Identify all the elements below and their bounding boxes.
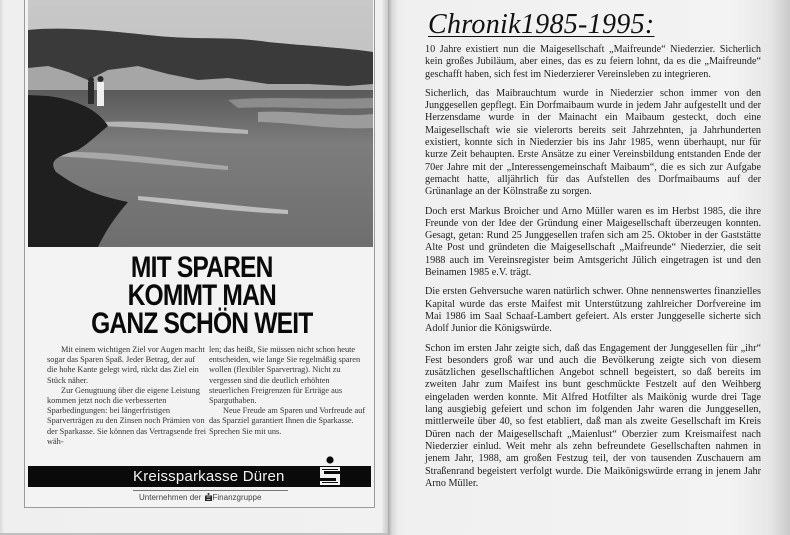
person-white-head [98,76,104,82]
ad-paragraph: Neue Freude am Sparen und Vorfreude auf das Sparziel garantiert Ihnen die Sparkasse. Sprechen Sie mit uns. [209,406,366,436]
brand-subline-prefix: Unternehmen der [139,493,202,502]
brand-subline-suffix: Finanzgruppe [212,493,262,502]
brand-subline [139,492,261,503]
page-title: Chronik1985-1995: [428,9,655,40]
brand-name: Kreissparkasse Düren [133,468,285,485]
ad-paragraph: len; das heißt, Sie müssen nicht schon heute entscheiden, wie lange Sie regelmäßig sparen wollen (flexibler Sparvertrag). Nicht zu vergessen sind die deutlich erhöhten steuerlichen Freigrenzen für Erträge aus Sparguthaben. [209,345,361,406]
person-dark [88,82,94,104]
person-dark-head [88,77,94,83]
headline-line: KOMMT MAN [127,279,276,312]
beach-photo [28,0,373,247]
ad-paragraph: Mit einem wichtigen Ziel vor Augen macht sogar das Sparen Spaß. Jeder Betrag, der auf die hohe Kante gelegt wird, rückt das Ziel ein Stück näher. [47,345,205,385]
ad-paragraph: Zur Genugtuung über die eigene Leistung kommen jetzt noch die verbesserten Sparbedingungen: bei längerfristigen Sparverträgen zu den Zinsen noch Prämien von der Sparkasse. Sie können das Vertragsende frei wäh- [47,385,207,446]
mini-sparkasse-s-icon [205,493,212,501]
ad-body-column-1 [47,345,207,447]
ad-body-column-2 [209,345,369,437]
sparkasse-s-logo-icon [315,455,345,489]
headline-line: MIT SPAREN [130,251,273,284]
advertisement [24,0,375,508]
article-paragraph: 10 Jahre existiert nun die Maigesellschaft „Maifreunde“ Niederzier. Sicherlich kein großes Jubiläum, aber eines, das es zu feiern lohnt, da es die „Maifreunde“ geschafft haben, sich fest im Niederzierer Vereinsleben zu integrieren. [425,44,761,80]
brand-divider [133,490,288,491]
right-page [408,0,790,535]
ad-headline [58,251,346,340]
headline-line: GANZ SCHÖN WEIT [91,307,313,340]
article-paragraph: Schon im ersten Jahr zeigte sich, daß das Engagement der Junggesellen für „ihr“ Fest besonders groß war und auch die Bevölkerung zeigte sich von diesem zusätzlichen gesellschaftlichen Angebot schnell begeistert, so daß bereits im zweiten Jahr zum Maifest ins bunt geschmückte Festzelt auf den Weihberg eingeladen werden konnte. Mit Alfred Hotfilter als Maikönig wurde drei Tage lang ausgiebig gefeiert und schon im folgenden Jahr waren die Junggesellen, mittlerweile über 40, so fest etabliert, daß man als zweite Gesellschaft im Kreis Düren nach der Maigesellschaft „Maienlust“ Oberzier zum Kreismaifest nach Niederzier einlud. Weit mehr als zehn befreundete Gesellschaften nahmen in jenem Jahr, 1988, am großen Festzug teil, der von tausenden Zuschauern am Straßenrand begeistert verfolgt wurde. Die Maikönigswürde errang in jenem Jahr Arno Müller. [425,342,761,489]
article-paragraph: Sicherlich, das Maibrauchtum wurde in Niederzier schon immer von den Junggesellen gepflegt. Ein Dorfmaibaum wurde in jedem Jahr aufgestellt und der Herzensdame wurde in der Mainacht ein Maibaum gesteckt, doch eine Maigesellschaft wie sie vielerorts bereits seit Jahrzehnten, ja Jahrhunderten existiert, konnte sich in Niederzier bis ins Jahr 1985, wenn überhaupt, nur für kurze Zeit behaupten. Erste Ansätze zu einer Vereinsbildung entstanden Ende der 70er Jahre mit der „Interessengemeinschaft Maibaum“, die es sich zur Aufgabe gemacht hatte, alljährlich für das Aufstellen des Dorfmaibaums auf der Grünanlage an der Kölnstraße zu sorgen. [425,87,761,198]
wave [228,98,373,109]
beach-photo-image [28,0,373,247]
article-body [425,44,761,497]
book-gutter [388,0,410,535]
article-paragraph: Doch erst Markus Broicher und Arno Müller waren es im Herbst 1985, die ihre Freunde von der Idee der Gründung einer Maigesellschaft überzeugen konnten. Gesagt, getan: Rund 25 Junggesellen trafen sich am 25. Oktober in der Gaststätte Alte Post und gründeten die Maigesellschaft „Maifreunde“ Niederzier, die seit 1988 auch im Vereinsregister beim Amtsgericht Jülich eingetragen ist und den Beinamen 1985 e.V. trägt. [425,205,761,279]
left-page [0,0,390,535]
article-paragraph: Die ersten Gehversuche waren natürlich schwer. Ohne nennenswertes finanzielles Kapital wurde das erste Maifest mit Unterstützung zahlreicher Dorfvereine im Mai 1986 im Saal Schaaf-Lambert gefeiert. Als erster Junggeselle sicherte sich Adolf Junior die Königswürde. [425,286,761,335]
person-white [97,82,104,106]
